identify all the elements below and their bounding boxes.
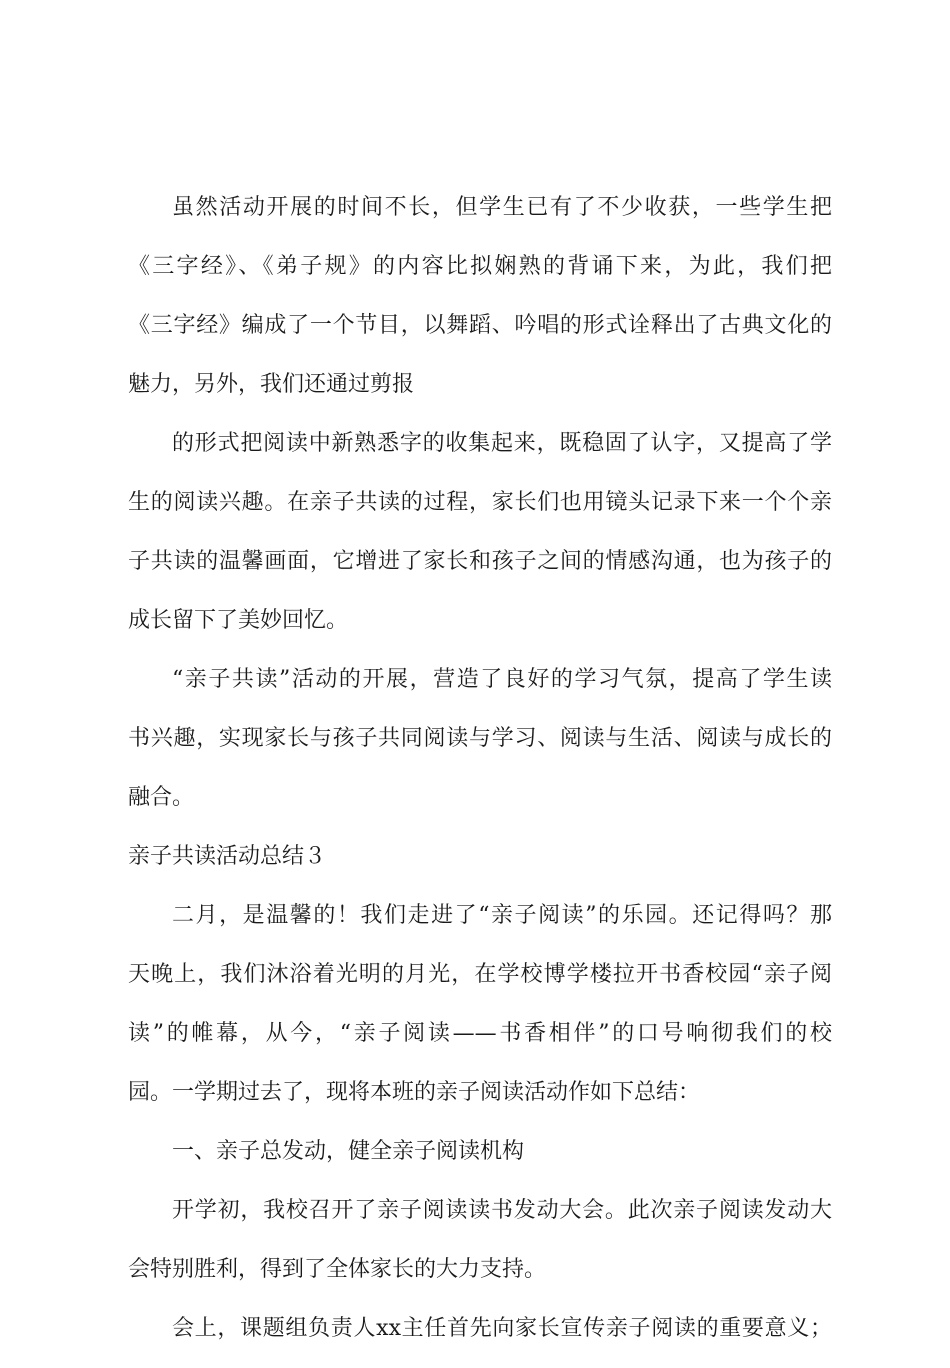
text-line: “亲子共读”活动的开展，营造了良好的学习气氛，提高了学生读 bbox=[172, 667, 832, 692]
text-line: 二月，是温馨的！我们走进了“亲子阅读”的乐园。还记得吗？那 bbox=[172, 903, 832, 928]
text-line: 的形式把阅读中新熟悉字的收集起来，既稳固了认字，又提高了学 bbox=[172, 431, 832, 456]
text-line: 生的阅读兴趣。在亲子共读的过程，家长们也用镜头记录下来一个个亲 bbox=[128, 490, 832, 515]
section-heading: 亲子共读活动总结３ bbox=[128, 844, 327, 869]
document-body bbox=[128, 188, 832, 1368]
text-line: 开学初，我校召开了亲子阅读读书发动大会。此次亲子阅读发动大 bbox=[172, 1198, 832, 1223]
text-line: 魅力，另外，我们还通过剪报 bbox=[128, 372, 415, 397]
text-line: 《三字经》编成了一个节目，以舞蹈、吟唱的形式诠释出了古典文化的 bbox=[128, 313, 832, 338]
subsection-heading: 一、亲子总发动，健全亲子阅读机构 bbox=[172, 1139, 525, 1164]
text-line: 读”的帷幕，从今，“亲子阅读——书香相伴”的口号响彻我们的校 bbox=[128, 1021, 832, 1046]
text-line: 会特别胜利，得到了全体家长的大力支持。 bbox=[128, 1257, 547, 1282]
text-line: 天晚上，我们沐浴着光明的月光，在学校博学楼拉开书香校园“亲子阅 bbox=[128, 962, 832, 987]
text-line: 子共读的温馨画面，它增进了家长和孩子之间的情感沟通，也为孩子的 bbox=[128, 549, 832, 574]
text-line: 会上，课题组负责人xx主任首先向家长宣传亲子阅读的重要意义； bbox=[172, 1316, 832, 1341]
text-line: 融合。 bbox=[128, 785, 195, 810]
text-line: 园。一学期过去了，现将本班的亲子阅读活动作如下总结： bbox=[128, 1080, 701, 1105]
text-line: 《三字经》、《弟子规》的内容比拟娴熟的背诵下来，为此，我们把 bbox=[128, 254, 832, 279]
text-line: 虽然活动开展的时间不长，但学生已有了不少收获，一些学生把 bbox=[172, 195, 832, 220]
text-line: 书兴趣，实现家长与孩子共同阅读与学习、阅读与生活、阅读与成长的 bbox=[128, 726, 832, 751]
text-line: 成长留下了美妙回忆。 bbox=[128, 608, 349, 633]
